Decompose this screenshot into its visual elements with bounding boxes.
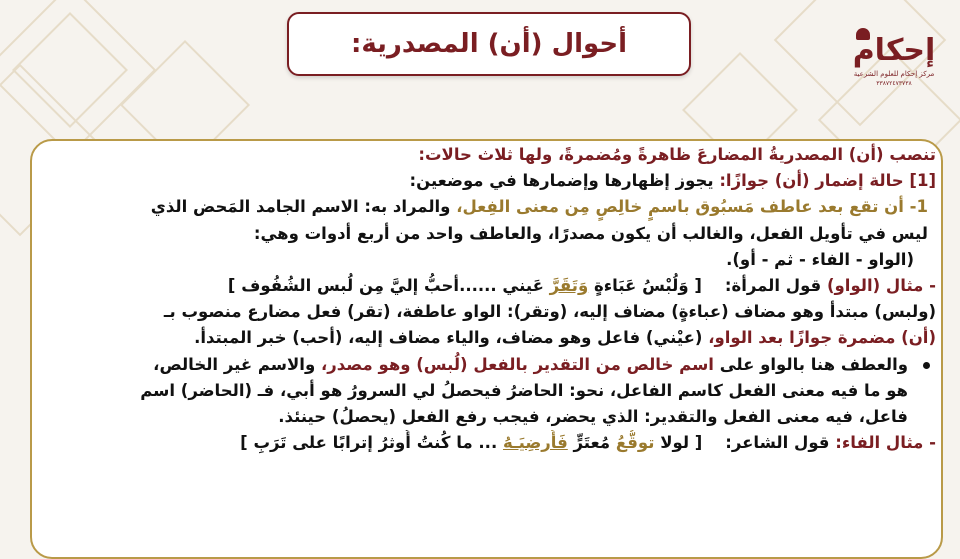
logo [850, 22, 938, 92]
bullet-text-1: والعطف هنا بالواو على [713, 354, 908, 374]
bullet-text-3: هو ما فيه معنى الفعل كاسم الفاعل، نحو: الحاضرُ فيحصلُ لي السرورُ هو أبي، فـ (الحاضر) اسم [140, 380, 908, 400]
intro-line [38, 142, 936, 168]
example-fa-title: - مثال الفاء: [835, 433, 936, 453]
example-fa-line [38, 430, 936, 456]
tools-line [38, 247, 936, 273]
parse-highlight: (أن) مضمرة جوازًا بعد الواو، [708, 328, 936, 348]
verse2-part-3: ... ما كُنتُ أُوثرُ إترابًا على تَرَبِ ] [240, 433, 503, 453]
example-waw-line [38, 273, 936, 299]
verse-highlight: وَتَقَرَّ [549, 276, 589, 296]
rule1-line [38, 194, 936, 220]
case1-title: [1] حالة إضمار (أن) جوازًا: [719, 171, 936, 191]
example-waw-intro: قول المرأة: [724, 276, 827, 296]
logo-subtitle: مركز إحكام للعلوم الشرعية [853, 70, 935, 78]
bullet-continuation-1 [38, 378, 936, 404]
bullet-item [38, 352, 936, 378]
verse-part-1: [ وَلُبْسُ عَبَاءةٍ [588, 276, 702, 296]
bullet-highlight: اسم خالص من التقدير بالفعل (لُبس) وهو مصدر، [320, 354, 714, 374]
parse-text-2: (عيْني) فاعل وهو مضاف، والياء مضاف إليه، (أحب) خبر المبتدأ. [194, 328, 709, 348]
verse2-highlight-1: توقُّعُ [615, 433, 655, 453]
example-fa-intro: قول الشاعر: [725, 433, 836, 453]
logo-name: إحكام [852, 33, 936, 68]
intro-text: تنصب (أن) المصدريةُ المضارعَ ظاهرةً ومُضمرةً، ولها ثلاث حالات: [418, 145, 936, 164]
tools-list: (الواو - الفاء - ثم - أو). [726, 249, 914, 269]
parse-line-2 [38, 325, 936, 351]
bullet-icon [923, 362, 930, 369]
page-title: أحوال (أن) المصدرية: [350, 29, 628, 59]
parse-line-1 [38, 299, 936, 325]
verse2-part-1: [ لولا [654, 433, 703, 453]
parse-text-1: (ولبس) مبتدأ وهو مضاف (عباءةٍ) مضاف إليه، (وتقر): الواو عاطفة، (تقر) فعل مضارع منصوب بـ [163, 302, 936, 322]
bullet-text-2: والاسم غير الخالص، [153, 354, 321, 374]
bullet-text-4: فاعل، فيه معنى الفعل والتقدير: الذي يحضر، فيجب رفع الفعل (يحصلُ) حينئذ. [278, 407, 908, 427]
logo-tagline: ٣٣٨٧٢٤٧٣٧٣٨ [876, 80, 912, 87]
case1-heading [38, 168, 936, 194]
example-waw-title: - مثال (الواو) [827, 276, 936, 296]
case1-desc: يجوز إظهارها وإضمارها في موضعين: [409, 171, 720, 191]
bullet-continuation-2 [38, 404, 936, 430]
title-box [287, 12, 691, 76]
rule1-line-2 [38, 221, 936, 247]
verse2-part-2: مُعتَرٍّ [567, 433, 616, 453]
rule1-title: 1- أن تقع بعد عاطف مَسبُوق باسمٍ خالِصٍ مِن معنى الفِعل، [456, 197, 928, 217]
verse2-highlight-2: فَأُرضِيَـهُ [502, 433, 568, 453]
rule1-desc: والمراد به: الاسم الجامد المَحض الذي [150, 197, 457, 217]
verse-part-2: عَيني ......أحبُّ إليَّ مِن لُبس الشُفُوف ] [227, 276, 550, 296]
rule1-desc-2: ليس في تأويل الفعل، والغالب أن يكون مصدرًا، والعاطف واحد من أربع أدوات وهي: [253, 223, 928, 243]
content-text [38, 142, 936, 456]
